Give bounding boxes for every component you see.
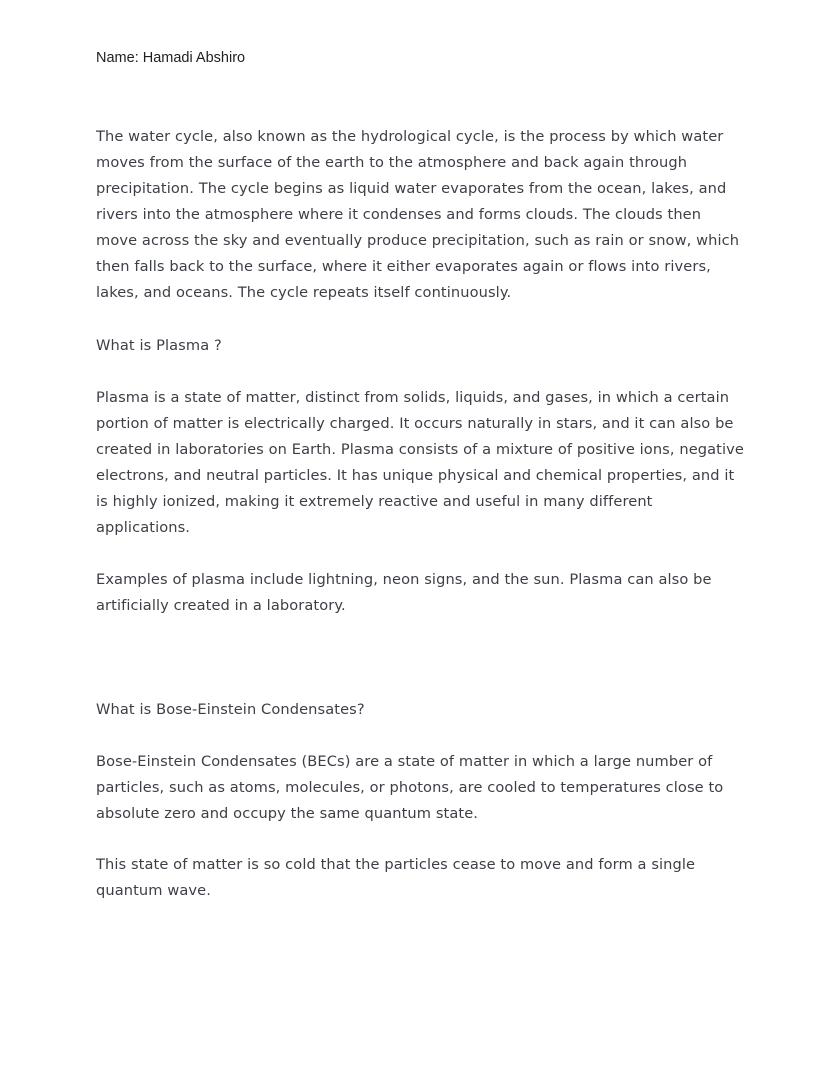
paragraph-water-cycle: The water cycle, also known as the hydrological cycle, is the process by which water moves from the surface of the earth to the atmosphere and back again through precipitation. The cycle begins as liquid water evaporates from the ocean, lakes, and rivers into the atmosphere where it condenses and forms clouds. The clouds then move across the sky and eventually produce precipitation, such as rain or snow, which then falls back to the surface, where it either evaporates again or flows into rivers, lakes, and oceans. The cycle repeats itself continuously. — [96, 128, 740, 301]
paragraph-bec-cold-state: This state of matter is so cold that the particles cease to move and form a single quantum wave. — [96, 856, 696, 899]
name-line: Name: Hamadi Abshiro — [96, 50, 246, 66]
heading-what-is-plasma: What is Plasma ? — [96, 337, 222, 354]
paragraph-plasma-definition: Plasma is a state of matter, distinct from solids, liquids, and gases, in which a certain portion of matter is electrically charged. It occurs naturally in stars, and it can also be created in laboratories on Earth. Plasma consists of a mixture of positive ions, negative electrons, and neutral particles. It has unique physical and chemical properties, and it is highly ionized, making it extremely reactive and useful in many different applications. — [96, 389, 744, 536]
paragraph-bec-definition: Bose-Einstein Condensates (BECs) are a state of matter in which a large number of particles, such as atoms, molecules, or photons, are cooled to temperatures close to absolute zero and occupy the same quantum state. — [96, 753, 724, 822]
heading-what-is-bose-einstein-condensates: What is Bose-Einstein Condensates? — [96, 701, 365, 718]
paragraph-plasma-examples: Examples of plasma include lightning, neon signs, and the sun. Plasma can also be artificially created in a laboratory. — [96, 571, 712, 614]
